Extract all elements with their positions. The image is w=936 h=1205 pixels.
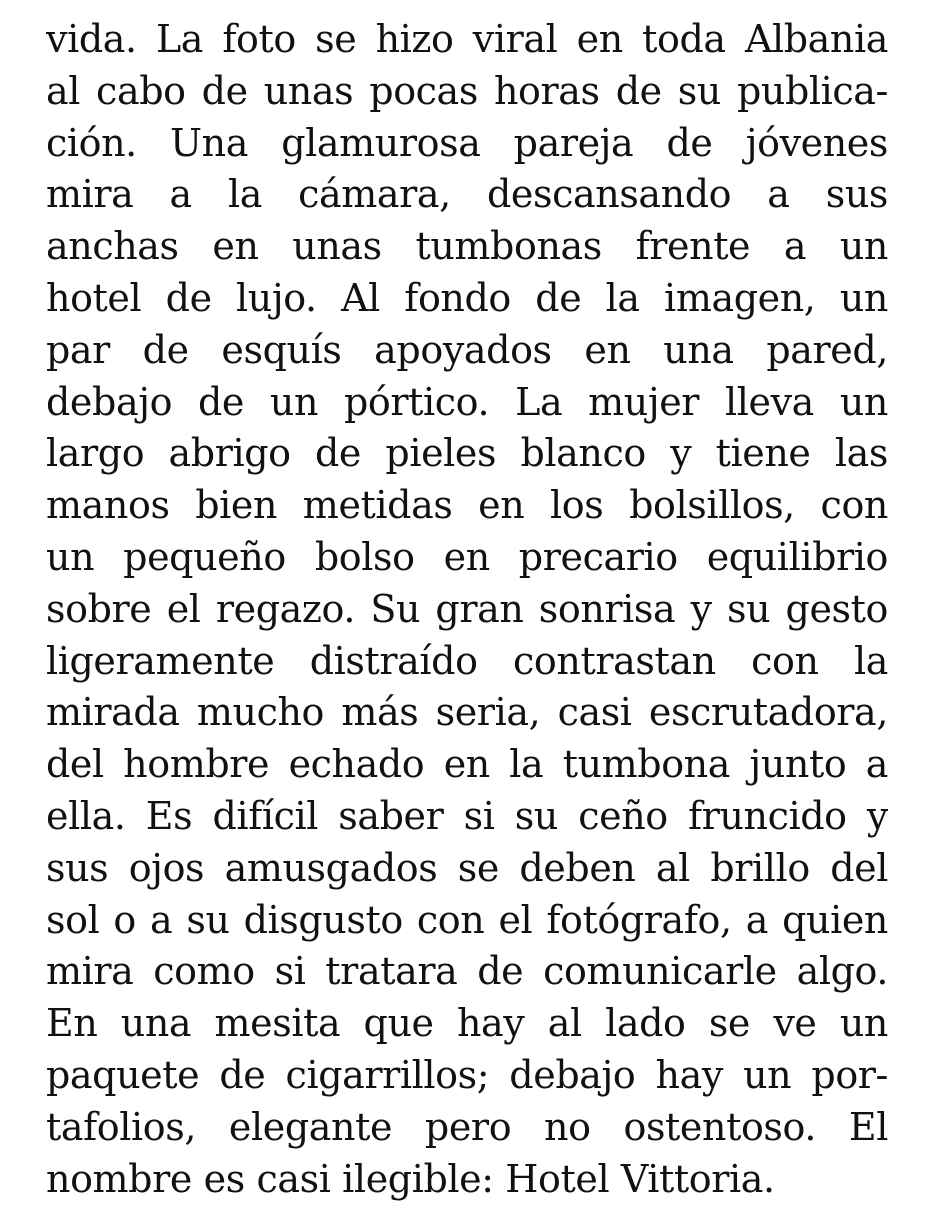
text-line: En una mesita que hay al lado se ve un [46,1001,888,1046]
text-line: manos bien metidas en los bolsillos, con [46,483,888,528]
text-line: mira a la cámara, descansando a sus [46,172,888,217]
text-line: nombre es casi ilegible: Hotel Vittoria. [46,1156,775,1201]
text-line: paquete de cigarrillos; debajo hay un por- [46,1052,888,1097]
text-line: vida. La foto se hizo viral en toda Albania [46,17,888,61]
text-line: mirada mucho más seria, casi escrutadora, [46,690,888,735]
text-line: del hombre echado en la tumbona junto a [46,742,888,787]
text-line: ción. Una glamurosa pareja de jóvenes [46,120,888,165]
text-line: tafolios, elegante pero no ostentoso. El [46,1104,888,1149]
text-line: anchas en unas tumbonas frente a un [46,224,888,269]
body-paragraph [46,14,888,1205]
text-line: al cabo de unas pocas horas de su publica- [46,68,888,113]
text-line: sobre el regazo. Su gran sonrisa y su gesto [46,586,888,631]
text-line: mira como si tratara de comunicarle algo. [46,949,888,994]
text-line: debajo de un pórtico. La mujer lleva un [46,379,888,424]
text-line: sus ojos amusgados se deben al brillo del [46,845,888,890]
text-line: largo abrigo de pieles blanco y tiene las [46,431,888,476]
text-line: par de esquís apoyados en una pared, [46,327,888,372]
text-line: un pequeño bolso en precario equilibrio [46,534,888,579]
text-line: sol o a su disgusto con el fotógrafo, a quien [46,897,888,942]
text-line: ella. Es difícil saber si su ceño fruncido y [46,793,888,838]
text-line: hotel de lujo. Al fondo de la imagen, un [46,275,888,320]
text-line: ligeramente distraído contrastan con la [46,638,888,683]
